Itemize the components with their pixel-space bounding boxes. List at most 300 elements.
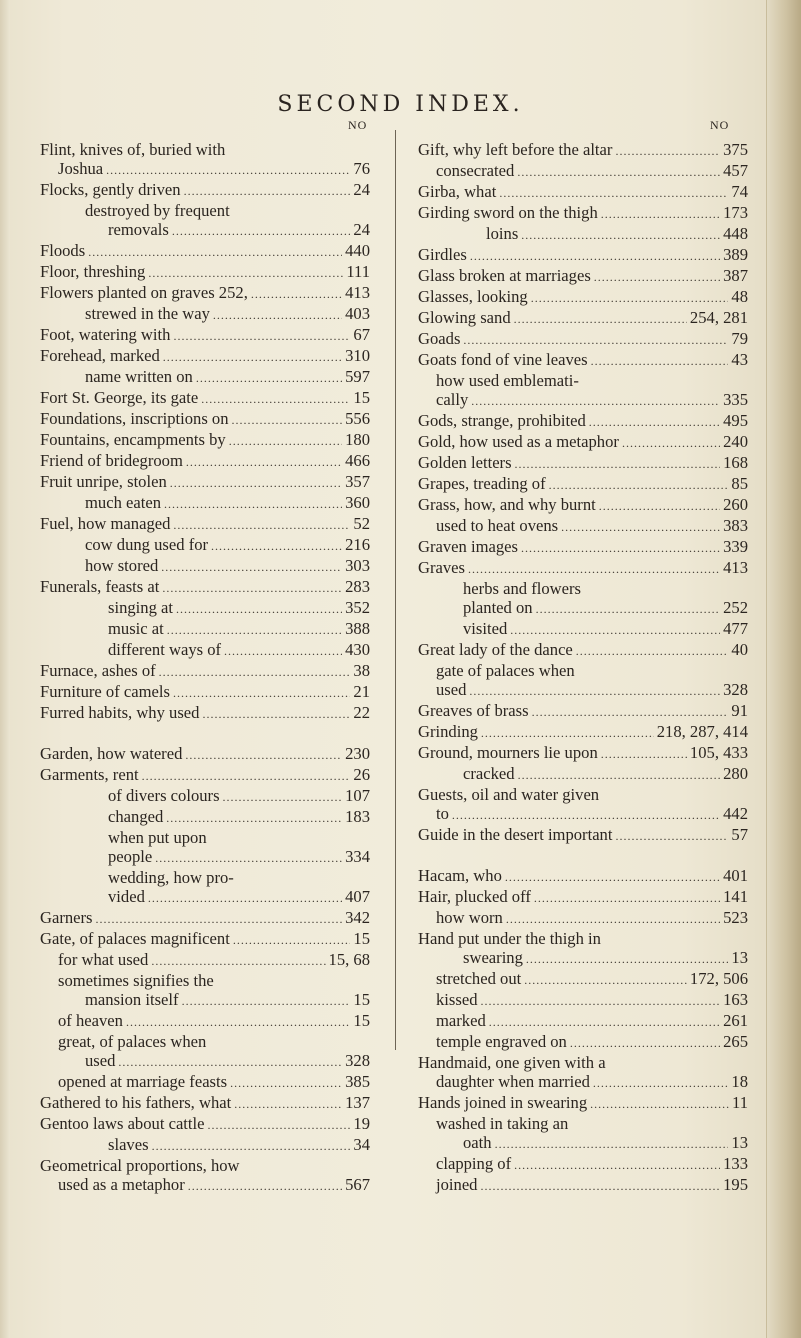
page-number: 252 <box>723 598 748 617</box>
index-entry <box>40 346 370 367</box>
dot-leader <box>615 142 720 161</box>
index-term: how worn <box>436 908 503 927</box>
dot-leader <box>173 516 350 535</box>
index-entry <box>40 180 370 201</box>
dot-leader <box>186 453 342 472</box>
index-entry <box>40 661 370 682</box>
index-term: name written on <box>85 367 193 386</box>
page-number: 26 <box>353 765 370 784</box>
index-term: people <box>108 847 153 866</box>
page-number: 230 <box>345 744 370 763</box>
index-entry <box>418 680 748 701</box>
dot-leader <box>532 703 729 722</box>
page-number: 11 <box>732 1093 748 1112</box>
index-term: Hand put under the thigh in <box>418 929 601 948</box>
index-term: Furniture of camels <box>40 682 170 701</box>
index-term: Girding sword on the thigh <box>418 203 598 222</box>
left-column-number-header: NO <box>348 118 368 132</box>
index-term: Floor, threshing <box>40 262 146 281</box>
index-term: Grapes, treading of <box>418 474 546 493</box>
page-number: 413 <box>345 283 370 302</box>
index-entry <box>40 140 370 159</box>
index-entry <box>40 283 370 304</box>
index-entry <box>418 182 748 203</box>
page-number: 34 <box>353 1135 370 1154</box>
index-entry <box>40 493 370 514</box>
page-number: 440 <box>345 241 370 260</box>
dot-leader <box>188 1177 342 1196</box>
index-term: to <box>436 804 449 823</box>
index-term: Gods, strange, prohibited <box>418 411 586 430</box>
page-number: 141 <box>723 887 748 906</box>
page-number: 387 <box>723 266 748 285</box>
page-number: 335 <box>723 390 748 409</box>
page-number: 495 <box>723 411 748 430</box>
page-number: 183 <box>345 807 370 826</box>
index-entry <box>40 514 370 535</box>
index-term: Guide in the desert important <box>418 825 613 844</box>
page-number: 448 <box>723 224 748 243</box>
page-number: 79 <box>731 329 748 348</box>
index-term: Garners <box>40 908 93 927</box>
page-number: 133 <box>723 1154 748 1173</box>
index-term: used <box>85 1051 116 1070</box>
index-term: marked <box>436 1011 486 1030</box>
dot-leader <box>232 411 343 430</box>
index-entry <box>418 432 748 453</box>
page-number: 280 <box>723 764 748 783</box>
index-entry <box>40 765 370 786</box>
index-entry <box>418 224 748 245</box>
index-term: Fuel, how managed <box>40 514 171 533</box>
index-term: Great lady of the dance <box>418 640 573 659</box>
index-term: clapping of <box>436 1154 512 1173</box>
page-number: 15 <box>353 1011 370 1030</box>
index-term: Glasses, looking <box>418 287 528 306</box>
dot-leader <box>126 1013 350 1032</box>
index-term: Hands joined in swearing <box>418 1093 588 1112</box>
page-number: 567 <box>345 1175 370 1194</box>
index-entry <box>418 516 748 537</box>
index-term: much eaten <box>85 493 162 512</box>
page-number: 180 <box>345 430 370 449</box>
dot-leader <box>223 788 343 807</box>
dot-leader <box>152 1137 351 1156</box>
index-term: Flowers planted on graves 252, <box>40 283 248 302</box>
page-number: 556 <box>345 409 370 428</box>
index-term: vided <box>108 887 145 906</box>
index-entry <box>418 266 748 287</box>
index-term: Greaves of brass <box>418 701 529 720</box>
dot-leader <box>173 684 350 703</box>
page-number: 442 <box>723 804 748 823</box>
index-term: Fountains, encampments by <box>40 430 226 449</box>
index-term: Geometrical proportions, how <box>40 1156 240 1175</box>
page-number: 430 <box>345 640 370 659</box>
left-index-column <box>40 140 370 1196</box>
index-entry <box>418 1175 748 1196</box>
index-term: Flint, knives of, buried with <box>40 140 226 159</box>
page-number: 360 <box>345 493 370 512</box>
page-number: 168 <box>723 453 748 472</box>
index-term: removals <box>108 220 169 239</box>
dot-leader <box>505 868 720 887</box>
dot-leader <box>495 1135 729 1154</box>
index-term: wedding, how pro- <box>108 868 234 887</box>
index-term: swearing <box>463 948 523 967</box>
dot-leader <box>196 369 342 388</box>
dot-leader <box>521 226 720 245</box>
index-entry <box>418 474 748 495</box>
dot-leader <box>213 306 342 325</box>
page-number: 218, 287, 414 <box>656 722 748 741</box>
right-index-column <box>418 140 748 1196</box>
dot-leader <box>591 352 729 371</box>
index-term: washed in taking an <box>436 1114 569 1133</box>
page-number: 407 <box>345 887 370 906</box>
index-term: Glass broken at marriages <box>418 266 591 285</box>
index-entry <box>40 1156 370 1175</box>
dot-leader <box>469 682 720 701</box>
index-entry <box>40 703 370 724</box>
index-term: slaves <box>108 1135 149 1154</box>
index-term: cracked <box>463 764 515 783</box>
dot-leader <box>166 809 342 828</box>
index-term: music at <box>108 619 164 638</box>
section-gap <box>40 724 370 744</box>
index-entry <box>418 579 748 598</box>
page-number: 76 <box>353 159 370 178</box>
index-entry <box>40 929 370 950</box>
page-number: 477 <box>723 619 748 638</box>
index-term: cally <box>436 390 469 409</box>
page-number: 310 <box>345 346 370 365</box>
index-entry <box>418 948 748 969</box>
dot-leader <box>202 705 350 724</box>
index-term: cow dung used for <box>85 535 209 554</box>
index-entry <box>418 701 748 722</box>
dot-leader <box>514 1156 720 1175</box>
page-number: 52 <box>353 514 370 533</box>
page-number: 389 <box>723 245 748 264</box>
index-term: kissed <box>436 990 478 1009</box>
index-entry <box>40 598 370 619</box>
index-entry <box>40 1011 370 1032</box>
index-entry <box>40 887 370 908</box>
dot-leader <box>234 1095 342 1114</box>
page-number: 15, 68 <box>328 950 370 969</box>
index-entry <box>40 325 370 346</box>
page-number: 105, 433 <box>689 743 748 762</box>
index-entry <box>40 430 370 451</box>
index-term: Grinding <box>418 722 478 741</box>
index-term: Golden letters <box>418 453 512 472</box>
index-entry <box>40 682 370 703</box>
index-entry <box>418 929 748 948</box>
dot-leader <box>481 724 654 743</box>
index-term: used to heat ovens <box>436 516 559 535</box>
column-divider <box>395 130 396 1050</box>
page-number: 67 <box>353 325 370 344</box>
dot-leader <box>208 1116 351 1135</box>
dot-leader <box>148 264 343 283</box>
page-number: 172, 506 <box>689 969 748 988</box>
index-entry <box>40 556 370 577</box>
page-number: 357 <box>345 472 370 491</box>
dot-leader <box>173 327 350 346</box>
index-term: Goads <box>418 329 461 348</box>
index-term: herbs and flowers <box>463 579 581 598</box>
dot-leader <box>151 952 325 971</box>
dot-leader <box>499 184 728 203</box>
page-number: 261 <box>723 1011 748 1030</box>
index-entry <box>418 140 748 161</box>
index-term: when put upon <box>108 828 207 847</box>
index-entry <box>418 558 748 579</box>
dot-leader <box>251 285 342 304</box>
dot-leader <box>162 579 342 598</box>
index-entry <box>40 1114 370 1135</box>
page-number: 48 <box>731 287 748 306</box>
index-term: Grass, how, and why burnt <box>418 495 596 514</box>
dot-leader <box>517 163 720 182</box>
dot-leader <box>470 247 720 266</box>
section-gap <box>418 846 748 866</box>
index-term: Furnace, ashes of <box>40 661 156 680</box>
page-number: 107 <box>345 786 370 805</box>
dot-leader <box>601 745 687 764</box>
index-term: Gift, why left before the altar <box>418 140 613 159</box>
page-number: 342 <box>345 908 370 927</box>
index-entry <box>418 722 748 743</box>
dot-leader <box>229 432 342 451</box>
index-term: Ground, mourners lie upon <box>418 743 598 762</box>
index-entry <box>40 828 370 847</box>
right-column-number-header: NO <box>710 118 730 132</box>
index-term: Glowing sand <box>418 308 511 327</box>
dot-leader <box>589 413 720 432</box>
dot-leader <box>515 455 721 474</box>
index-entry <box>40 619 370 640</box>
dot-leader <box>211 537 342 556</box>
page-left-edge <box>0 0 10 1338</box>
index-entry <box>40 1093 370 1114</box>
index-entry <box>40 1051 370 1072</box>
index-entry <box>40 304 370 325</box>
index-term: Garments, rent <box>40 765 139 784</box>
dot-leader <box>549 476 729 495</box>
index-term: Guests, oil and water given <box>418 785 600 804</box>
dot-leader <box>524 971 687 990</box>
index-term: temple engraved on <box>436 1032 567 1051</box>
index-term: Goats fond of vine leaves <box>418 350 588 369</box>
dot-leader <box>452 806 720 825</box>
index-term: great, of palaces when <box>58 1032 207 1051</box>
index-entry <box>418 245 748 266</box>
index-term: Fort St. George, its gate <box>40 388 199 407</box>
dot-leader <box>182 992 351 1011</box>
page-number: 265 <box>723 1032 748 1051</box>
page-number: 328 <box>723 680 748 699</box>
index-term: destroyed by frequent <box>85 201 230 220</box>
dot-leader <box>176 600 342 619</box>
index-term: Foundations, inscriptions on <box>40 409 229 428</box>
index-entry <box>418 661 748 680</box>
index-entry <box>418 908 748 929</box>
dot-leader <box>593 1074 729 1093</box>
index-term: Funerals, feasts at <box>40 577 160 596</box>
index-entry <box>418 161 748 182</box>
page-number: 15 <box>353 990 370 1009</box>
index-entry <box>418 785 748 804</box>
page-number: 40 <box>731 640 748 659</box>
page-number: 283 <box>345 577 370 596</box>
index-term: Girba, what <box>418 182 497 201</box>
index-term: opened at marriage feasts <box>58 1072 228 1091</box>
index-entry <box>418 308 748 329</box>
index-term: Foot, watering with <box>40 325 171 344</box>
index-entry <box>418 825 748 846</box>
index-entry <box>40 262 370 283</box>
index-term: Graven images <box>418 537 518 556</box>
dot-leader <box>161 558 342 577</box>
dot-leader <box>163 348 342 367</box>
page-number: 401 <box>723 866 748 885</box>
index-entry <box>40 640 370 661</box>
dot-leader <box>230 1074 342 1093</box>
index-entry <box>40 847 370 868</box>
index-term: stretched out <box>436 969 522 988</box>
index-entry <box>40 868 370 887</box>
index-term: visited <box>463 619 508 638</box>
index-entry <box>40 159 370 180</box>
index-term: Forehead, marked <box>40 346 160 365</box>
dot-leader <box>514 310 687 329</box>
page-number: 24 <box>353 180 370 199</box>
page-number: 334 <box>345 847 370 866</box>
index-entry <box>418 1154 748 1175</box>
index-entry <box>40 220 370 241</box>
index-entry <box>418 329 748 350</box>
index-entry <box>418 887 748 908</box>
dot-leader <box>233 931 351 950</box>
index-entry <box>40 367 370 388</box>
index-entry <box>418 453 748 474</box>
page-number: 111 <box>346 262 370 281</box>
index-entry <box>40 786 370 807</box>
page-number: 216 <box>345 535 370 554</box>
page-number: 38 <box>353 661 370 680</box>
dot-leader <box>463 331 728 350</box>
index-term: changed <box>108 807 164 826</box>
page-number: 15 <box>353 388 370 407</box>
dot-leader <box>576 642 729 661</box>
dot-leader <box>468 560 720 579</box>
index-term: how stored <box>85 556 159 575</box>
dot-leader <box>106 161 350 180</box>
index-term: oath <box>463 1133 492 1152</box>
index-entry <box>40 409 370 430</box>
page-number: 19 <box>353 1114 370 1133</box>
index-entry <box>40 472 370 493</box>
dot-leader <box>594 268 720 287</box>
page-number: 21 <box>353 682 370 701</box>
index-entry <box>418 495 748 516</box>
page-number: 523 <box>723 908 748 927</box>
index-entry <box>418 1133 748 1154</box>
dot-leader <box>590 1095 729 1114</box>
index-term: sometimes signifies the <box>58 971 214 990</box>
index-entry <box>418 743 748 764</box>
index-entry <box>40 1072 370 1093</box>
dot-leader <box>201 390 350 409</box>
page-number: 375 <box>723 140 748 159</box>
index-term: consecrated <box>436 161 515 180</box>
page-number: 352 <box>345 598 370 617</box>
index-entry <box>418 804 748 825</box>
page-number: 413 <box>723 558 748 577</box>
dot-leader <box>518 766 721 785</box>
index-term: of heaven <box>58 1011 123 1030</box>
index-term: Hacam, who <box>418 866 502 885</box>
index-term: Joshua <box>58 159 104 178</box>
dot-leader <box>185 746 342 765</box>
index-entry <box>40 201 370 220</box>
index-entry <box>418 350 748 371</box>
index-entry <box>418 1032 748 1053</box>
dot-leader <box>142 767 351 786</box>
index-entry <box>40 535 370 556</box>
index-entry <box>418 598 748 619</box>
page-number: 173 <box>723 203 748 222</box>
dot-leader <box>531 289 729 308</box>
dot-leader <box>155 849 342 868</box>
index-term: used as a metaphor <box>58 1175 185 1194</box>
index-entry <box>418 537 748 558</box>
index-entry <box>418 619 748 640</box>
index-term: used <box>436 680 467 699</box>
index-entry <box>418 1072 748 1093</box>
index-entry <box>40 1032 370 1051</box>
index-entry <box>418 764 748 785</box>
page-number: 18 <box>731 1072 748 1091</box>
dot-leader <box>510 621 720 640</box>
page-number: 91 <box>731 701 748 720</box>
dot-leader <box>489 1013 720 1032</box>
page-number: 254, 281 <box>689 308 748 327</box>
page-number: 13 <box>731 1133 748 1152</box>
index-entry <box>418 203 748 224</box>
page-number: 597 <box>345 367 370 386</box>
dot-leader <box>599 497 720 516</box>
index-entry <box>40 807 370 828</box>
page-number: 457 <box>723 161 748 180</box>
page-number: 15 <box>353 929 370 948</box>
dot-leader <box>521 539 720 558</box>
index-term: Friend of bridegroom <box>40 451 183 470</box>
index-entry <box>418 1093 748 1114</box>
index-term: Girdles <box>418 245 467 264</box>
dot-leader <box>536 600 721 619</box>
dot-leader <box>480 1177 720 1196</box>
index-entry <box>40 1135 370 1156</box>
dot-leader <box>570 1034 720 1053</box>
dot-leader <box>622 434 720 453</box>
dot-leader <box>96 910 343 929</box>
index-term: for what used <box>58 950 149 969</box>
index-term: of divers colours <box>108 786 220 805</box>
dot-leader <box>601 205 720 224</box>
